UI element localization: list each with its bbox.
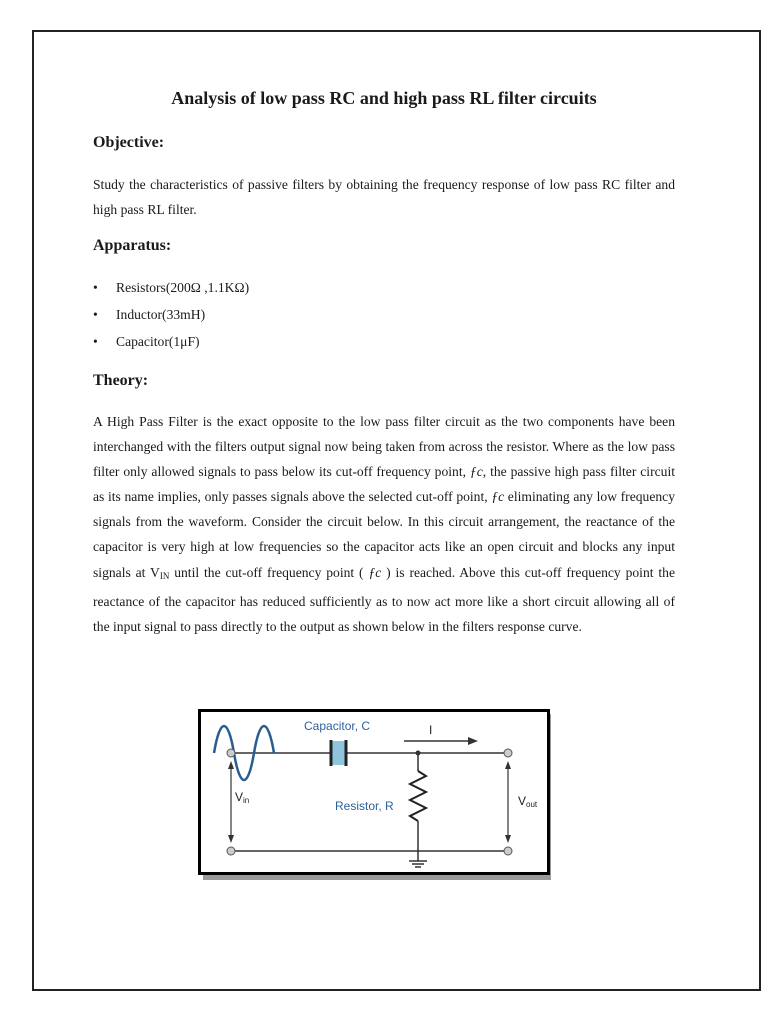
cutoff-frequency-symbol: ƒc <box>368 564 382 580</box>
theory-text: A High Pass Filter is the exact opposite to the low pass filter circuit as the two components have been interchanged with the filters output signal now being taken from across the resistor. Where as the low pass filter only allowed signals to pass below its cut-off frequency point, ƒc, the passive high pass filter circuit as its name implies, only passes signals above the selected cut-off point, ƒc eliminating any low frequency signals from the waveform. Consider the circuit below. In this circuit arrangement, the reactance of the capacitor is very high at low frequencies so the capacitor acts like an open circuit and blocks any input signals at $V_{IN}$ until the cut-off frequency point ( ƒc ) is reached. Above this cut-off frequency point the reactance of the capacitor has reduced sufficiently as to now act more like a short circuit allowing all of the input signal to pass directly to the output as shown below in the filters response curve. <box>93 414 675 634</box>
cutoff-frequency-symbol: ƒc <box>491 489 505 505</box>
page-title: Analysis of low pass RC and high pass RL filter circuits <box>171 88 597 108</box>
resistor-label: Resistor, R <box>335 799 394 813</box>
bullet-icon: • <box>93 280 98 295</box>
input-terminal <box>227 847 235 855</box>
cutoff-frequency-symbol: ƒc <box>469 464 483 480</box>
current-label: I <box>429 723 433 737</box>
apparatus-heading: Apparatus: <box>93 237 172 254</box>
objective-text: Study the characteristics of passive filters by obtaining the frequency response of low pass RC filter and high pass RL filter. <box>93 177 675 218</box>
apparatus-item-text: Inductor(33mH) <box>116 307 206 322</box>
output-terminal <box>504 749 512 757</box>
vout-label: Vout <box>518 794 538 809</box>
vin-subscript: IN <box>159 570 170 581</box>
high-pass-filter-circuit-diagram <box>198 709 553 881</box>
vin-label: Vin <box>235 790 250 805</box>
apparatus-item-text: Capacitor(1μF) <box>116 334 200 349</box>
bullet-icon: • <box>93 307 98 322</box>
theory-heading: Theory: <box>93 372 149 389</box>
input-terminal <box>227 749 235 757</box>
diagram-frame <box>200 711 549 874</box>
bullet-icon: • <box>93 334 98 349</box>
apparatus-item-text: Resistors(200Ω ,1.1KΩ) <box>116 280 250 295</box>
capacitor-symbol <box>331 740 346 766</box>
output-terminal <box>504 847 512 855</box>
capacitor-label: Capacitor, C <box>304 719 371 733</box>
objective-heading: Objective: <box>93 134 165 151</box>
